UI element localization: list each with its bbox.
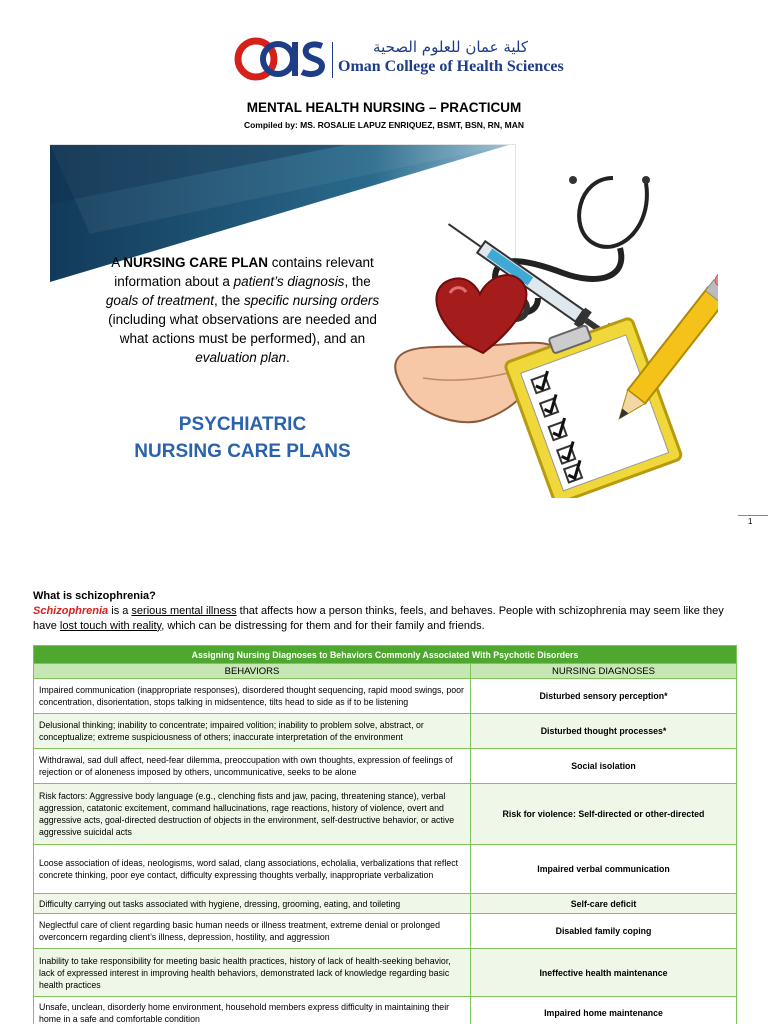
table-row bbox=[34, 845, 737, 894]
behavior-cell: Delusional thinking; inability to concentrate; impaired volition; inability to problem solve, abstract, or conceptualize; extreme suspiciousness of others; inaccurate interpretation of the environment bbox=[34, 714, 471, 749]
page-number-rule bbox=[738, 515, 768, 516]
schizophrenia-definition: Schizophrenia is a serious mental illness that affects how a person thinks, feels, and behaves. People with schizophrenia may seem like they have lost touch with reality, which can be distressing for them and for their family and friends. bbox=[33, 605, 724, 632]
compiled-by: Compiled by: MS. ROSALIE LAPUZ ENRIQUEZ, BSMT, BSN, RN, MAN bbox=[243, 120, 525, 130]
table-title: Assigning Nursing Diagnoses to Behaviors Commonly Associated With Psychotic Disorders bbox=[34, 646, 737, 664]
diagnosis-cell: Self-care deficit bbox=[471, 894, 737, 914]
behavior-cell: Inability to take responsibility for meeting basic health practices, history of lack of health-seeking behavior, lack of expressed interest in improving health behaviors, demonstrated lack of knowledge regarding basic health practices bbox=[34, 949, 471, 997]
table-row bbox=[34, 949, 737, 997]
behavior-cell: Impaired communication (inappropriate responses), disordered thought sequencing, rapid mood swings, poor concentration, disorientation, stops talking in midsentence, tilts head to side as if to be listening bbox=[34, 679, 471, 714]
behavior-cell: Unsafe, unclean, disorderly home environment, household members express difficulty in maintaining their home in a safe and comfortable condition bbox=[34, 997, 471, 1024]
column-header-diagnoses: NURSING DIAGNOSES bbox=[471, 664, 737, 679]
diagnosis-cell: Ineffective health maintenance bbox=[471, 949, 737, 997]
diagnosis-cell: Disturbed sensory perception* bbox=[471, 679, 737, 714]
diagnosis-cell: Disabled family coping bbox=[471, 914, 737, 949]
behavior-cell: Difficulty carrying out tasks associated with hygiene, dressing, grooming, eating, and toileting bbox=[34, 894, 471, 914]
table-row bbox=[34, 679, 737, 714]
table-row bbox=[34, 784, 737, 845]
diagnosis-cell: Social isolation bbox=[471, 749, 737, 784]
behavior-cell: Loose association of ideas, neologisms, word salad, clang associations, echolalia, verbalizations that reflect concrete thinking, poor eye contact, difficulty expressing thoughts verbally, inappropriate verbalization bbox=[34, 845, 471, 894]
table-row bbox=[34, 914, 737, 949]
document-title: MENTAL HEALTH NURSING – PRACTICUM bbox=[246, 100, 522, 115]
logo-arabic-name: كلية عمان للعلوم الصحية bbox=[373, 38, 528, 56]
care-plan-intro: A NURSING CARE PLAN contains relevant information about a patient’s diagnosis, the goals of treatment, the specific nursing orders (including what observations are needed and what actions must be performed), and an evaluation plan. bbox=[105, 255, 380, 365]
college-logo bbox=[234, 36, 564, 84]
diagnosis-cell: Disturbed thought processes* bbox=[471, 714, 737, 749]
table-row bbox=[34, 894, 737, 914]
schizophrenia-heading: What is schizophrenia? bbox=[33, 590, 156, 602]
column-header-behaviors: BEHAVIORS bbox=[34, 664, 471, 679]
diagnosis-cell: Impaired home maintenance bbox=[471, 997, 737, 1024]
nursing-diagnoses-table bbox=[33, 645, 737, 1024]
page-number: 1 bbox=[748, 517, 753, 526]
section-title: PSYCHIATRIC NURSING CARE PLANS bbox=[134, 414, 351, 462]
behavior-cell: Risk factors: Aggressive body language (e.g., clenching fists and jaw, pacing, threatening stance), verbal aggression, catatonic excitement, command hallucinations, rage reactions, history of violence, overt and aggressive acts, goal-directed destruction of objects in the environment, self-destructive behavior, or active aggressive suicidal acts bbox=[34, 784, 471, 845]
behavior-cell: Neglectful care of client regarding basic human needs or illness treatment, extreme denial or prolonged overconcern regarding client’s illness, depression, hostility, and aggression bbox=[34, 914, 471, 949]
diagnosis-cell: Risk for violence: Self-directed or other-directed bbox=[471, 784, 737, 845]
table-row bbox=[34, 714, 737, 749]
behavior-cell: Withdrawal, sad dull affect, need-fear dilemma, preoccupation with own thoughts, expression of feelings of rejection or of aloneness imposed by others, uncommunicative, seeks to be alone bbox=[34, 749, 471, 784]
table-row bbox=[34, 749, 737, 784]
table-row bbox=[34, 997, 737, 1024]
ochs-logo-icon bbox=[234, 36, 330, 82]
logo-divider bbox=[332, 42, 333, 78]
nursing-illustration-icon bbox=[388, 168, 718, 498]
diagnosis-cell: Impaired verbal communication bbox=[471, 845, 737, 894]
logo-english-name: Oman College of Health Sciences bbox=[338, 58, 564, 75]
